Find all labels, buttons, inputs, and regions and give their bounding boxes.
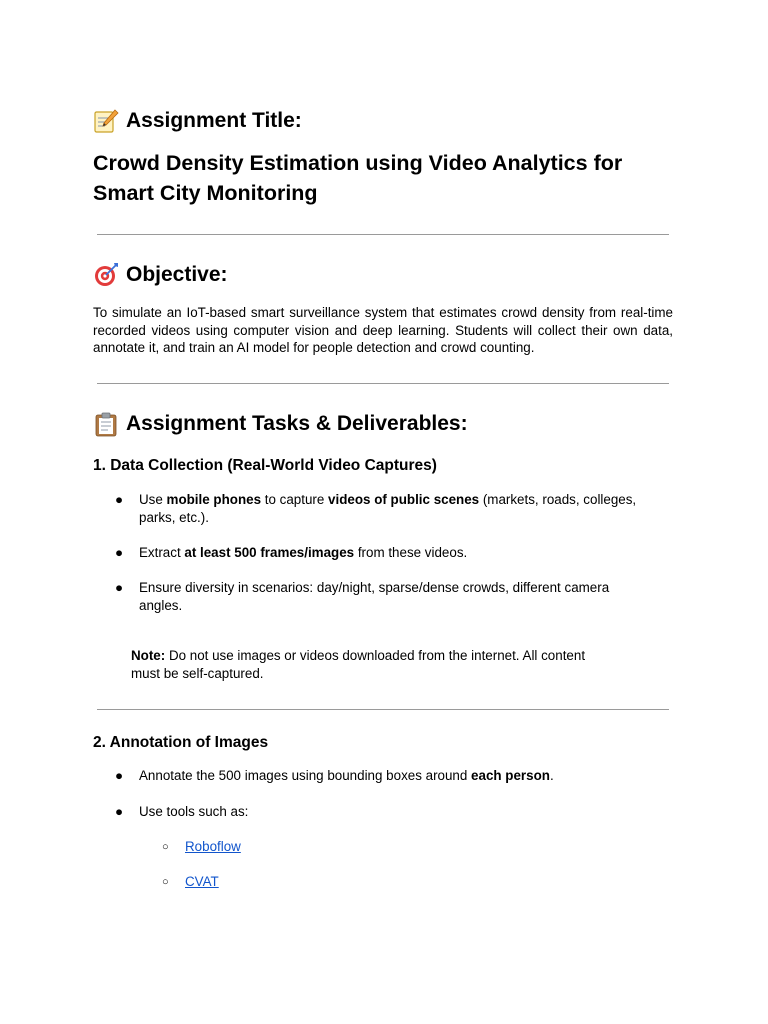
cvat-link[interactable]: CVAT — [185, 874, 219, 889]
objective-text: To simulate an IoT-based smart surveillance system that estimates crowd density from real-time recorded videos using computer vision and deep learning. Students will collect their own data, annotate it, and train an AI model for people detection and crowd counting. — [93, 305, 673, 355]
objective-heading — [93, 262, 228, 288]
objective-label: Objective: — [126, 263, 228, 286]
divider — [97, 383, 669, 384]
direct-hit-target-icon — [93, 262, 119, 288]
list-item: Annotate the 500 images using bounding boxes around each person. — [139, 768, 554, 783]
bullet-marker: ● — [115, 580, 124, 595]
page-title — [93, 148, 673, 208]
tasks-heading — [93, 411, 468, 437]
list-item: Ensure diversity in scenarios: day/night, sparse/dense crowds, different camera angles. — [139, 580, 610, 613]
sub-bullet-marker: ○ — [162, 876, 169, 888]
title-line-2: Smart City Monitoring — [93, 181, 318, 205]
assignment-title-heading — [93, 108, 302, 134]
list-item: Extract at least 500 frames/images from these videos. — [139, 545, 468, 560]
list-item: Use tools such as: — [139, 804, 249, 819]
bullet-marker: ● — [115, 768, 124, 783]
bullet-marker: ● — [115, 545, 124, 560]
section-1-heading: 1. Data Collection (Real-World Video Captures) — [93, 457, 437, 474]
sub-bullet-marker: ○ — [162, 841, 169, 853]
memo-icon — [93, 108, 119, 134]
section-2-heading: 2. Annotation of Images — [93, 734, 269, 751]
divider — [97, 709, 669, 710]
sub-list-item — [185, 838, 241, 856]
sub-list-item — [185, 873, 219, 891]
title-line-1: Crowd Density Estimation using Video Analytics for — [93, 151, 623, 175]
tasks-label: Assignment Tasks & Deliverables: — [126, 412, 468, 435]
roboflow-link[interactable]: Roboflow — [185, 839, 241, 854]
note-label: Note: — [131, 648, 166, 663]
divider — [97, 234, 669, 235]
list-item: Use mobile phones to capture videos of public scenes (markets, roads, colleges, parks, etc.). — [139, 492, 637, 525]
bullet-marker: ● — [115, 804, 124, 819]
clipboard-icon — [93, 411, 119, 437]
note-callout: Note: Do not use images or videos downloaded from the internet. All content must be self-captured. — [131, 648, 586, 681]
assignment-title-label: Assignment Title: — [126, 109, 302, 132]
bullet-marker: ● — [115, 492, 124, 507]
